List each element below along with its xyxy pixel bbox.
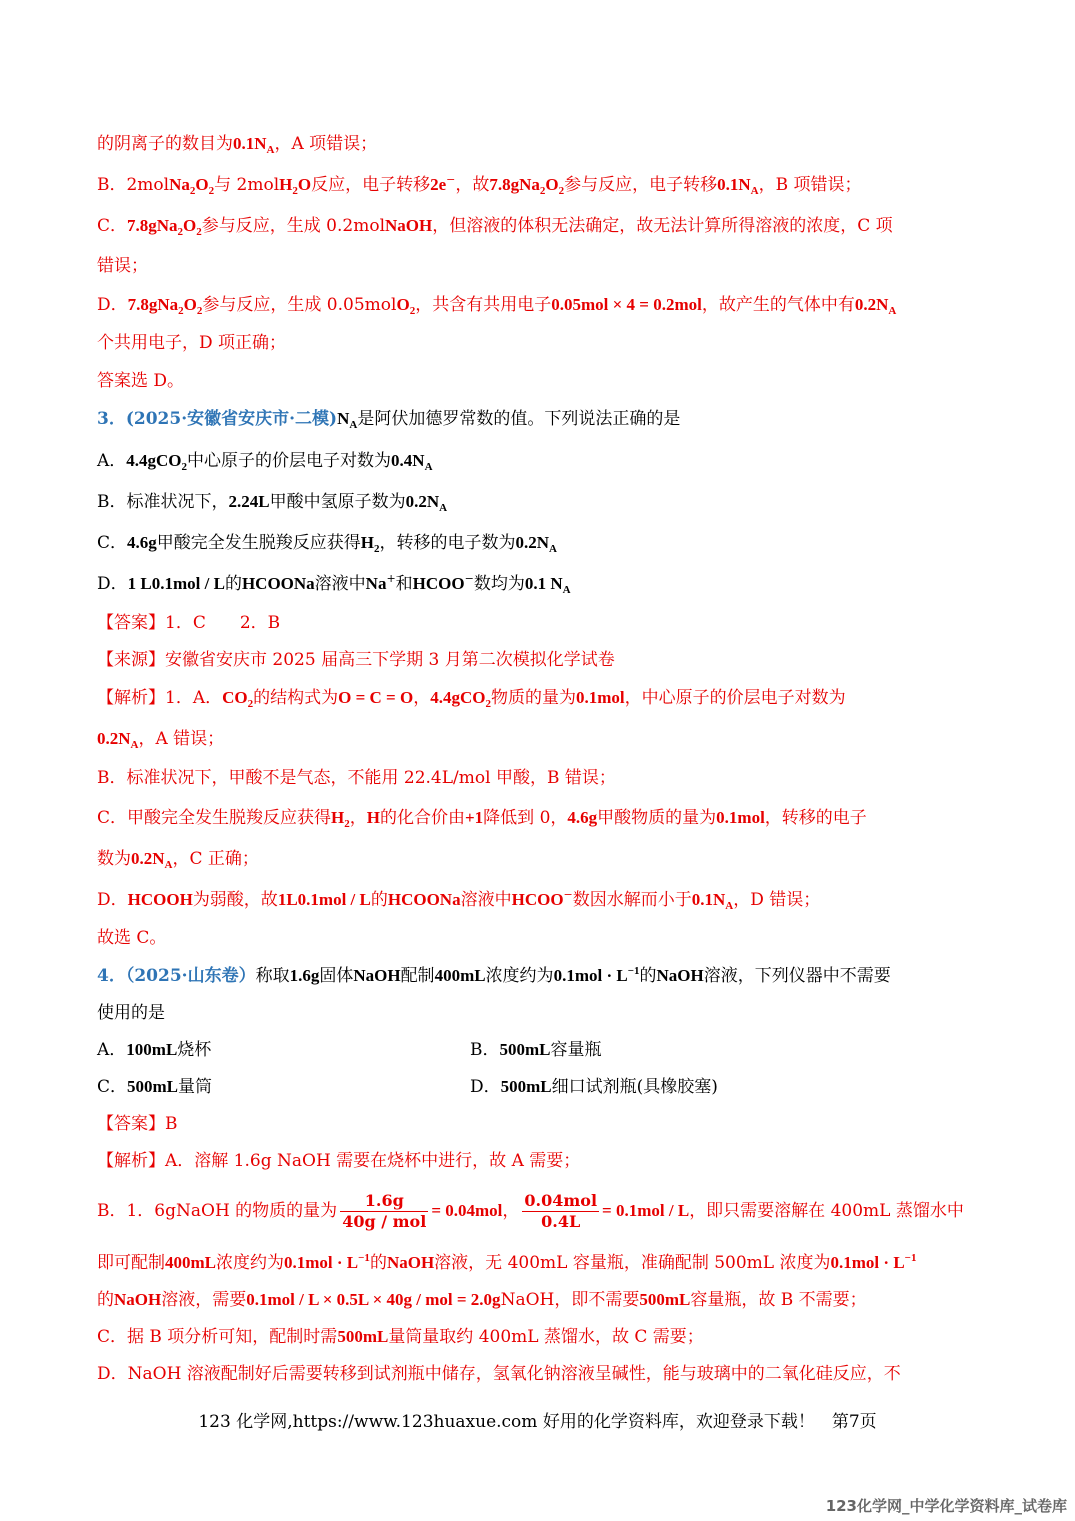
- q3-explain-5: 数为$0.2N_A$，C 正确；: [97, 849, 259, 871]
- q3-explain-2: $0.2N_A$，A 错误；: [97, 729, 225, 751]
- q3-option-c: C．4.6g甲酸完全发生脱羧反应获得$H_2$，转移的电子数为$0.2N_A$: [97, 533, 557, 555]
- q3-option-a: A．4.4gCO$_2$中心原子的价层电子对数为$0.4N_A$: [97, 451, 433, 473]
- q4-option-b: B．500mL容量瓶: [470, 1040, 602, 1060]
- prev-line-d2: 个共用电子，D 项正确；: [97, 333, 287, 353]
- q3-stem: 3．(2025·安徽省安庆市·二模)$N_A$是阿伏加德罗常数的值。下列说法正确的是: [97, 409, 681, 431]
- prev-line-1: 的阴离子的数目为$0.1N_A$，A 项错误；: [97, 134, 378, 156]
- q4-option-c: C．500mL量筒: [97, 1077, 213, 1097]
- prev-line-b: B．$2molNa_2O_2$与 2molH$_2$O反应，电子转移2e−，故$7.8gNa_2O_2$参与反应，电子转移$0.1N_A$，B 项错误；: [97, 173, 862, 197]
- fraction-1: $\frac{1.6g}{\text{40g / mol}}$: [342, 1191, 427, 1231]
- q4-stem: 4．（2025·山东卷）称取1.6g固体NaOH配制400mL浓度约为$0.1mol \cdot L^{-1}$的NaOH溶液，下列仪器中不需要: [97, 965, 891, 986]
- fraction-2: $\frac{\text{0.04mol}}{0.4L}$: [524, 1191, 598, 1231]
- q4-explain-3: 即可配制400mL浓度约为$0.1mol \cdot L^{-1}$的NaOH溶液，无 400mL 容量瓶，准确配制 500mL 浓度为$0.1mol \cdot L^{-1}$: [97, 1252, 917, 1273]
- q4-explain-4: 的NaOH溶液，需要0.1mol / L × 0.5L × 40g / mol = 2.0gNaOH，即不需要500mL容量瓶，故 B 不需要；: [97, 1290, 867, 1310]
- q4-explain-5: C．据 B 项分析可知，配制时需500mL量筒量取约 400mL 蒸馏水，故 C 需要；: [97, 1327, 704, 1347]
- watermark-text: 123化学网_中学化学资料库_试卷库: [825, 1497, 1067, 1515]
- prev-line-d: D．$7.8gNa_2O_2$参与反应，生成 0.05molO$_2$，共含有共用电子0.05mol × 4 = 0.2mol，故产生的气体中有$0.2N_A$: [97, 295, 897, 317]
- prev-line-c: C．$7.8gNa_2O_2$参与反应，生成 0.2molNaOH，但溶液的体积无法确定，故无法计算所得溶液的浓度，C 项: [97, 216, 893, 238]
- page-footer: 123 化学网,https://www.123huaxue.com 好用的化学资料库，欢迎登录下载！ 第7页: [198, 1412, 877, 1432]
- q3-explain-6: D．HCOOH为弱酸，故1L0.1mol / L的HCOONa溶液中HCOO−数因水解而小于$0.1N_A$，D 错误；: [97, 888, 821, 912]
- q4-explain-6: D．NaOH 溶液配制好后需要转移到试剂瓶中储存，氢氧化钠溶液呈碱性，能与玻璃中的二氧化硅反应，不: [97, 1364, 901, 1384]
- q3-answer: 【答案】1．C 2．B: [97, 613, 281, 633]
- q4-option-d: D．500mL细口试剂瓶(具橡胶塞): [470, 1077, 718, 1097]
- q4-answer: 【答案】B: [97, 1114, 178, 1134]
- q3-option-d: D．1 L0.1mol / L的HCOONa溶液中Na+和HCOO−数均为0.1 $N_A$: [97, 572, 571, 596]
- q4-explain-2: B．1．6gNaOH 的物质的量为 $\frac{1.6g}{\text{40g / mol}}$ = 0.04mol， $\frac{\text{0.04mol}}{0.4L}$ = 0.1mol / L，即只需要溶解在 400mL 蒸馏水中: [97, 1191, 964, 1231]
- prev-line-c2: 错误；: [97, 256, 148, 276]
- q3-explain-7: 故选 C。: [97, 928, 167, 948]
- q3-source: 【来源】安徽省安庆市 2025 届高三下学期 3 月第二次模拟化学试卷: [97, 650, 615, 670]
- q4-stem-2: 使用的是: [97, 1003, 165, 1023]
- q4-option-a: A．100mL烧杯: [97, 1040, 212, 1060]
- q4-explain-1: 【解析】A．溶解 1.6g NaOH 需要在烧杯中进行，故 A 需要；: [97, 1151, 581, 1171]
- prev-answer: 答案选 D。: [97, 371, 185, 391]
- q3-option-b: B．标准状况下，2.24L甲酸中氢原子数为$0.2N_A$: [97, 492, 448, 514]
- q3-explain-4: C．甲酸完全发生脱羧反应获得$H_2$，H的化合价由+1降低到 0，4.6g甲酸物质的量为0.1mol，转移的电子: [97, 808, 867, 830]
- q3-explain-1: 【解析】1．A．$CO_2$的结构式为O = C = O，4.4gCO$_2$物质的量为0.1mol，中心原子的价层电子对数为: [97, 688, 846, 710]
- q3-explain-3: B．标准状况下，甲酸不是气态，不能用 22.4L/mol 甲酸，B 错误；: [97, 768, 616, 788]
